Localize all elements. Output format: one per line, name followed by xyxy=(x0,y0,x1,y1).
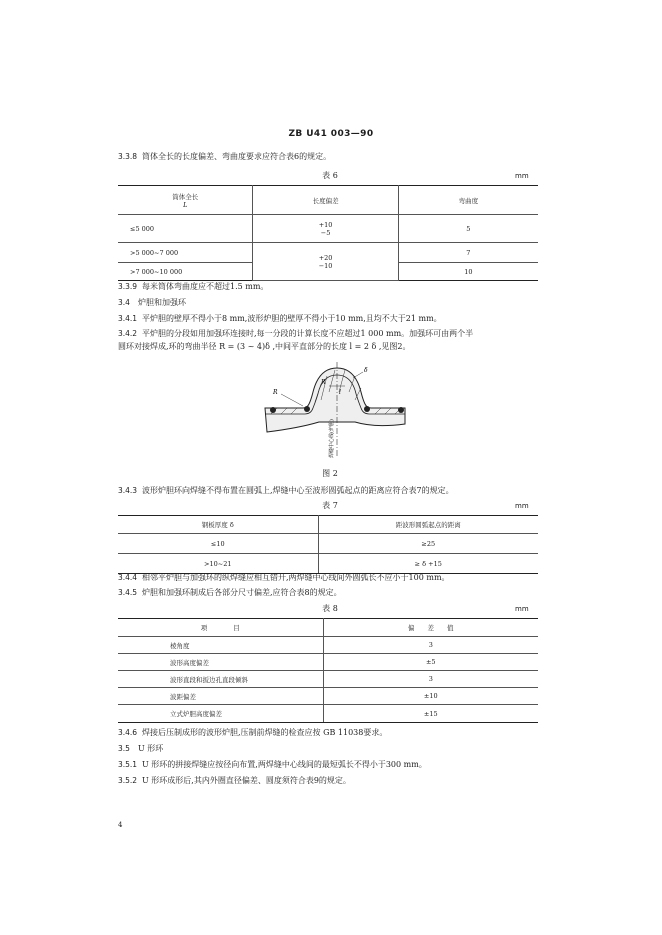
table6-deviation xyxy=(253,215,398,243)
clause-number: 3.4.1 xyxy=(118,314,138,323)
table6-bend: 5 xyxy=(398,215,538,243)
clause-number: 3.3.8 xyxy=(118,152,138,161)
section-title: 炉胆和加强环 xyxy=(138,298,186,307)
section-title: U 形环 xyxy=(138,744,164,753)
furnace-body-section xyxy=(265,368,405,432)
label-r: R xyxy=(273,389,278,396)
weld-dot xyxy=(364,406,370,412)
table6-header-bend: 弯曲度 xyxy=(398,186,538,215)
table8-value: ±5 xyxy=(323,654,538,671)
table8-value: ±15 xyxy=(323,705,538,723)
table6-unit: mm xyxy=(515,172,529,180)
table8-header-value: 偏 差 值 xyxy=(323,619,538,637)
section-3-4 xyxy=(118,297,186,308)
deviation-minus: −5 xyxy=(320,228,331,237)
clause-number: 3.4.2 xyxy=(118,329,138,338)
table-7 xyxy=(118,515,538,574)
table6-caption: 表 6 xyxy=(322,171,338,180)
table7-header-distance: 距波形圆弧起点的距离 xyxy=(318,516,538,534)
label-l: l xyxy=(339,389,341,396)
clause-text: 相邻平炉胆与加强环的纵焊缝应相互错开,两焊缝中心线间外圆弧长不应小于100 mm。 xyxy=(142,573,450,582)
clause-text: 平炉胆的壁厚不得小于8 mm,波形炉胆的壁厚不得小于10 mm,且均不大于21 mm。 xyxy=(142,314,442,323)
leader-line xyxy=(353,372,363,378)
table7-caption: 表 7 xyxy=(322,501,338,510)
section-number: 3.5 xyxy=(118,744,130,753)
clause-3-5-2 xyxy=(118,775,351,786)
clause-number: 3.4.6 xyxy=(118,728,138,737)
clause-text: U 形环成形后,其内外圈直径偏差、圆度须符合表9的规定。 xyxy=(142,776,351,785)
table6-length: ≤5 000 xyxy=(118,215,253,243)
table7-distance: ≥25 xyxy=(318,534,538,554)
table6-bend: 10 xyxy=(398,263,538,281)
table6-header-length xyxy=(118,186,253,215)
table8-item: 波距偏差 xyxy=(118,688,323,705)
table8-item: 波形直段和扳边孔直段倾斜 xyxy=(118,671,323,688)
clause-text: 每米筒体弯曲度应不超过1.5 mm。 xyxy=(142,282,269,291)
clause-3-4-3 xyxy=(118,485,454,496)
clause-3-3-9 xyxy=(118,281,268,292)
clause-3-4-6 xyxy=(118,727,387,738)
table8-header-item: 项 目 xyxy=(118,619,323,637)
table8-unit: mm xyxy=(515,605,529,613)
deviation-plus: +10 xyxy=(318,220,333,229)
table8-value: ±10 xyxy=(323,688,538,705)
leader-line xyxy=(281,394,303,406)
weld-dot xyxy=(304,406,310,412)
clause-text-line1: 平炉胆的分段如用加强环连接时,每一分段的计算长度不应超过1 000 mm。加强环可由两个半 xyxy=(142,329,474,338)
table6-length: >5 000~7 000 xyxy=(118,243,253,263)
table6-length: >7 000~10 000 xyxy=(118,263,253,281)
table8-value: 3 xyxy=(323,637,538,654)
table8-value: 3 xyxy=(323,671,538,688)
table6-bend: 7 xyxy=(398,243,538,263)
section-3-5 xyxy=(118,743,163,754)
table6-header-deviation: 长度偏差 xyxy=(253,186,398,215)
table-6 xyxy=(118,185,538,281)
table8-item: 立式炉胆高度偏差 xyxy=(118,705,323,723)
table7-header-thickness: 钢板厚度 δ xyxy=(118,516,318,534)
clause-3-4-2 xyxy=(118,328,473,339)
clause-3-5-1 xyxy=(118,759,427,770)
section-number: 3.4 xyxy=(118,298,130,307)
clause-3-4-4 xyxy=(118,572,450,583)
table8-item: 波形高度偏差 xyxy=(118,654,323,671)
table7-thickness: ≤10 xyxy=(118,534,318,554)
table8-caption: 表 8 xyxy=(322,604,338,613)
clause-3-4-1 xyxy=(118,313,442,324)
deviation-minus: −10 xyxy=(318,261,333,270)
clause-number: 3.3.9 xyxy=(118,282,138,291)
figure-2-diagram xyxy=(255,358,425,463)
clause-number: 3.4.3 xyxy=(118,486,138,495)
table6-deviation xyxy=(253,243,398,281)
clause-number: 3.4.4 xyxy=(118,573,138,582)
page-number: 4 xyxy=(118,821,123,829)
clause-text: 焊接后压制成形的波形炉胆,压制前焊缝的检查应按 GB 11038要求。 xyxy=(142,728,388,737)
clause-text: U 形环的拼接焊缝应按径向布置,两焊缝中心线间的最短弧长不得小于300 mm。 xyxy=(142,760,427,769)
clause-number: 3.4.5 xyxy=(118,588,138,597)
weld-dot xyxy=(398,407,404,413)
clause-text: 筒体全长的长度偏差、弯曲度要求应符合表6的规定。 xyxy=(142,152,332,161)
header-text: 筒体全长 xyxy=(172,192,199,201)
table8-item: 棱角度 xyxy=(118,637,323,654)
clause-3-4-2-continued: 圆环对接焊成,环的弯曲半径 R = (3 ~ 4)δ ,中间平直部分的长度 l = 2 δ ,见图2。 xyxy=(118,342,411,351)
weld-dot xyxy=(270,407,276,413)
doc-header: ZB U41 003—90 xyxy=(288,129,374,139)
clause-number: 3.5.1 xyxy=(118,760,138,769)
table-8 xyxy=(118,618,538,723)
clause-number: 3.5.2 xyxy=(118,776,138,785)
table7-distance: ≥ δ +15 xyxy=(318,554,538,574)
table7-thickness: >10~21 xyxy=(118,554,318,574)
clause-text: 波形炉胆环向焊缝不得布置在圆弧上,焊缝中心至波形圆弧起点的距离应符合表7的规定。 xyxy=(142,486,454,495)
figure-2-caption: 图 2 xyxy=(322,469,338,478)
label-r2: R xyxy=(321,379,326,386)
header-subtext: L xyxy=(183,200,188,209)
clause-3-3-8 xyxy=(118,151,331,162)
clause-text: 炉胆和加强环制成后各部分尺寸偏差,应符合表8的规定。 xyxy=(142,588,342,597)
deviation-plus: +20 xyxy=(318,253,333,262)
label-delta: δ xyxy=(364,367,368,374)
table7-unit: mm xyxy=(515,502,529,510)
clause-3-4-5 xyxy=(118,587,342,598)
label-weld-axis: 焊缝中心线(炉胆) xyxy=(329,419,335,458)
